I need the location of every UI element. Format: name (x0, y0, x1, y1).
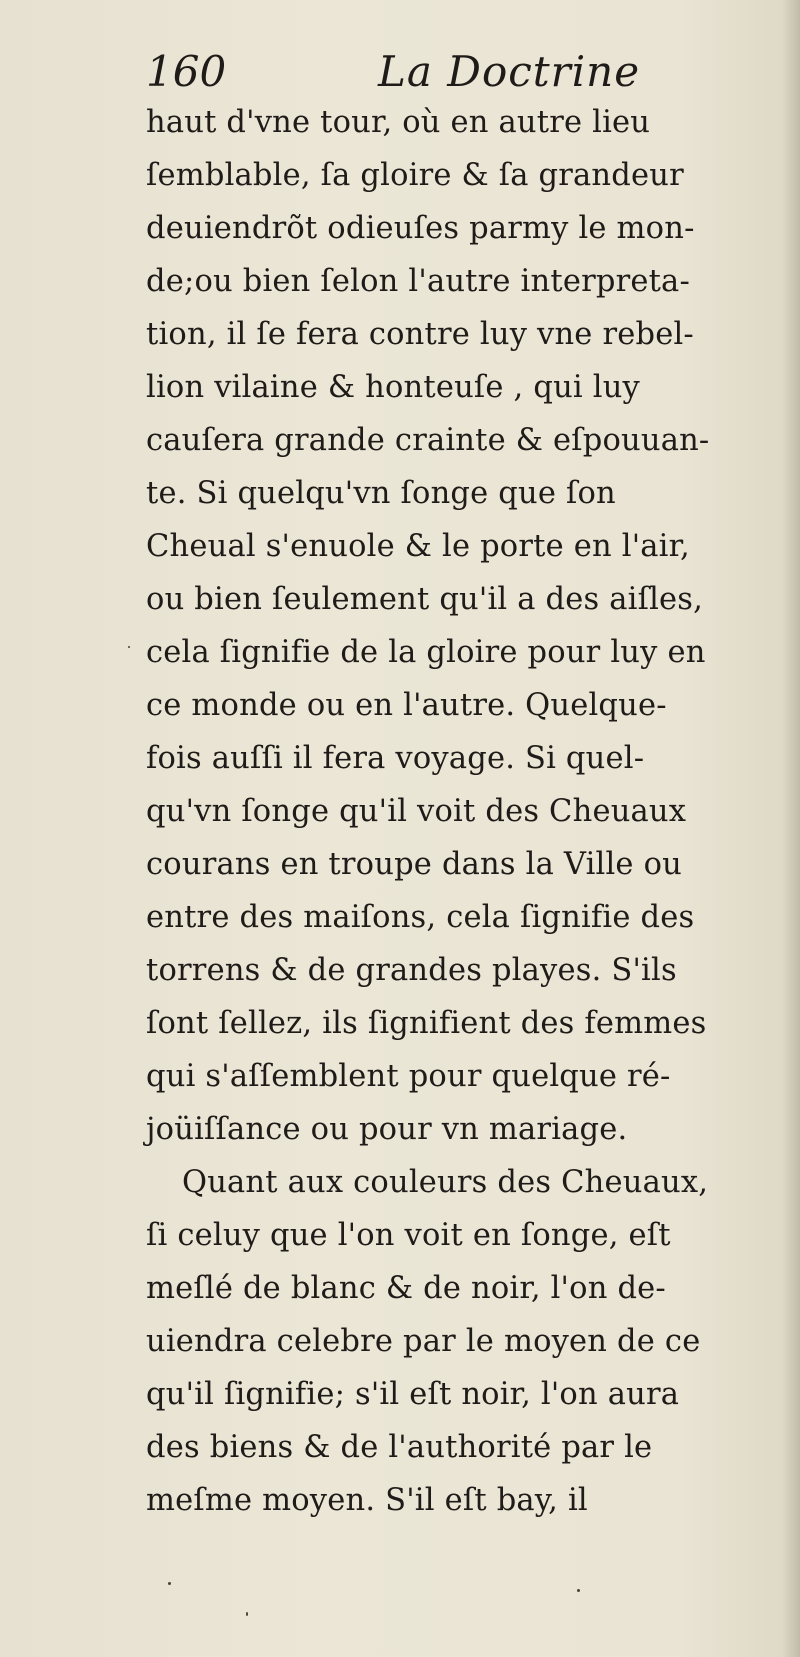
text-line: uiendra celebre par le moyen de ce (146, 1324, 701, 1359)
text-line: ou bien ſeulement qu'il a des aiſles, (146, 582, 704, 617)
text-line: tion, il ſe fera contre luy vne rebel- (146, 317, 694, 352)
text-line: ſi celuy que l'on voit en ſonge, eſt (146, 1218, 671, 1253)
text-line: joüiſſance ou pour vn mariage. (146, 1112, 628, 1147)
text-line: torrens & de grandes playes. S'ils (146, 953, 677, 988)
text-line: meſlé de blanc & de noir, l'on de- (146, 1271, 666, 1306)
text-line: meſme moyen. S'il eſt bay, il (146, 1483, 588, 1518)
text-line: ſont ſellez, ils ſignifient des femmes (146, 1006, 707, 1041)
body-text (146, 96, 786, 1527)
page-header (146, 44, 656, 100)
running-head: La Doctrine (378, 47, 641, 96)
text-line: ſemblable, ſa gloire & ſa grandeur (146, 158, 684, 193)
paper-speck (128, 646, 130, 648)
text-line: de;ou bien ſelon l'autre interpreta- (146, 264, 690, 299)
paragraph-start-line: Quant aux couleurs des Cheuaux, (182, 1165, 709, 1200)
text-line: lion vilaine & honteuſe , qui luy (146, 370, 640, 405)
text-line: Cheual s'enuole & le porte en l'air, (146, 529, 690, 564)
text-line: deuiendrõt odieuſes parmy le mon- (146, 211, 695, 246)
text-line: cauſera grande crainte & eſpouuan- (146, 423, 710, 458)
text-line: entre des maiſons, cela ſignifie des (146, 900, 695, 935)
text-line: courans en troupe dans la Ville ou (146, 847, 682, 882)
text-line: fois auſſi il fera voyage. Si quel- (146, 741, 645, 776)
paper-speck (168, 1582, 171, 1585)
paper-speck (577, 1589, 580, 1592)
text-line: qu'vn ſonge qu'il voit des Cheuaux (146, 794, 687, 829)
paper-speck (246, 1612, 248, 1616)
page-number: 160 (146, 47, 227, 96)
text-line: cela ſignifie de la gloire pour luy en (146, 635, 706, 670)
text-line: des biens & de l'authorité par le (146, 1430, 653, 1465)
text-line: qu'il ſignifie; s'il eſt noir, l'on aura (146, 1377, 680, 1412)
text-line: haut d'vne tour, où en autre lieu (146, 105, 651, 140)
text-line: qui s'aſſemblent pour quelque ré- (146, 1059, 671, 1094)
text-line: ce monde ou en l'autre. Quelque- (146, 688, 667, 723)
text-line: te. Si quelqu'vn ſonge que ſon (146, 476, 616, 511)
